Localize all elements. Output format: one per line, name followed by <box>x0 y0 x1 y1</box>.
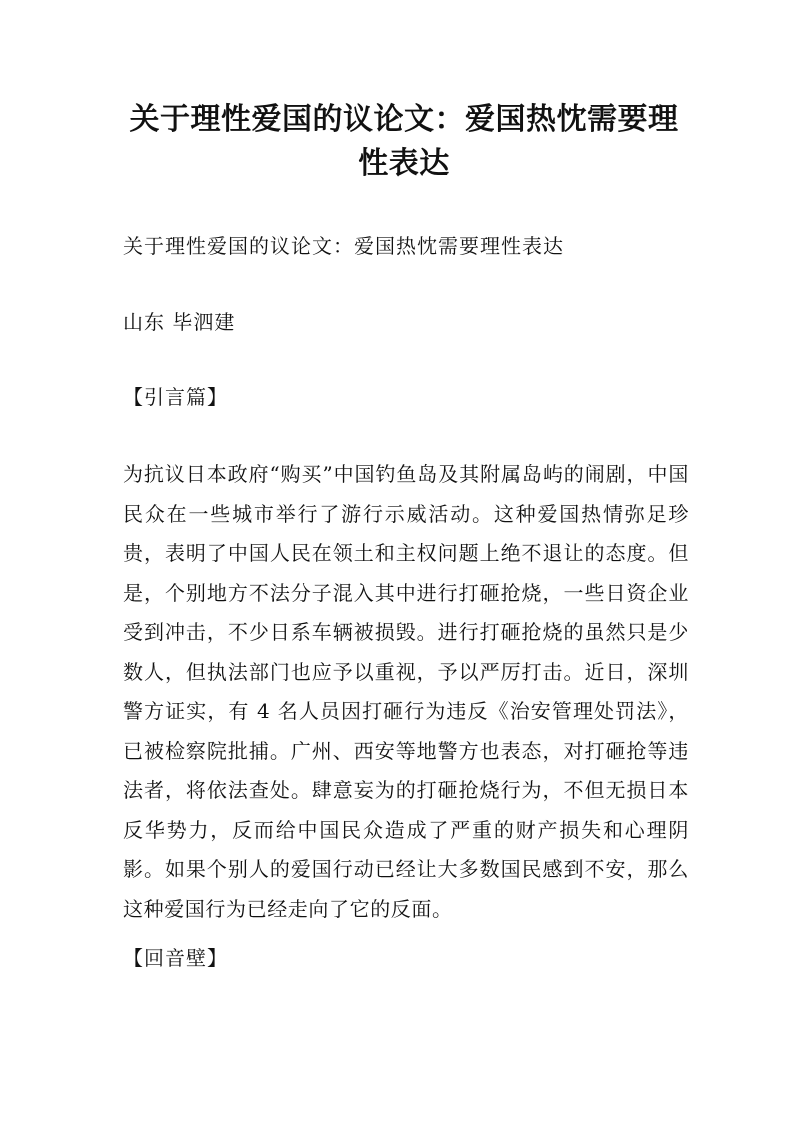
document-subtitle: 关于理性爱国的议论文：爱国热忱需要理性表达 <box>123 234 564 258</box>
section-heading-echo: 【回音壁】 <box>123 946 228 970</box>
section-heading-intro: 【引言篇】 <box>123 385 228 409</box>
intro-paragraph: 为抗议日本政府“购买”中国钓鱼岛及其附属岛屿的闹剧，中国民众在一些城市举行了游行示威活动。这种爱国热情弥足珍贵，表明了中国人民在领土和主权问题上绝不退让的态度。但是，个别地方不法分子混入其中进行打砸抢烧，一些日资企业受到冲击，不少日系车辆被损毁。进行打砸抢烧的虽然只是少数人，但执法部门也应予以重视，予以严厉打击。近日，深圳警方证实，有 4 名人员因打砸行为违反《治安管理处罚法》，已被检察院批捕。广州、西安等地警方也表态，对打砸抢等违法者，将依法查处。肆意妄为的打砸抢烧行为，不但无损日本反华势力，反而给中国民众造成了严重的财产损失和心理阴影。如果个别人的爱国行动已经让大多数国民感到不安，那么这种爱国行为已经走向了它的反面。 <box>123 462 689 921</box>
document-title: 关于理性爱国的议论文：爱国热忱需要理性表达 <box>129 102 679 181</box>
author-line: 山东 毕泗建 <box>123 310 236 334</box>
